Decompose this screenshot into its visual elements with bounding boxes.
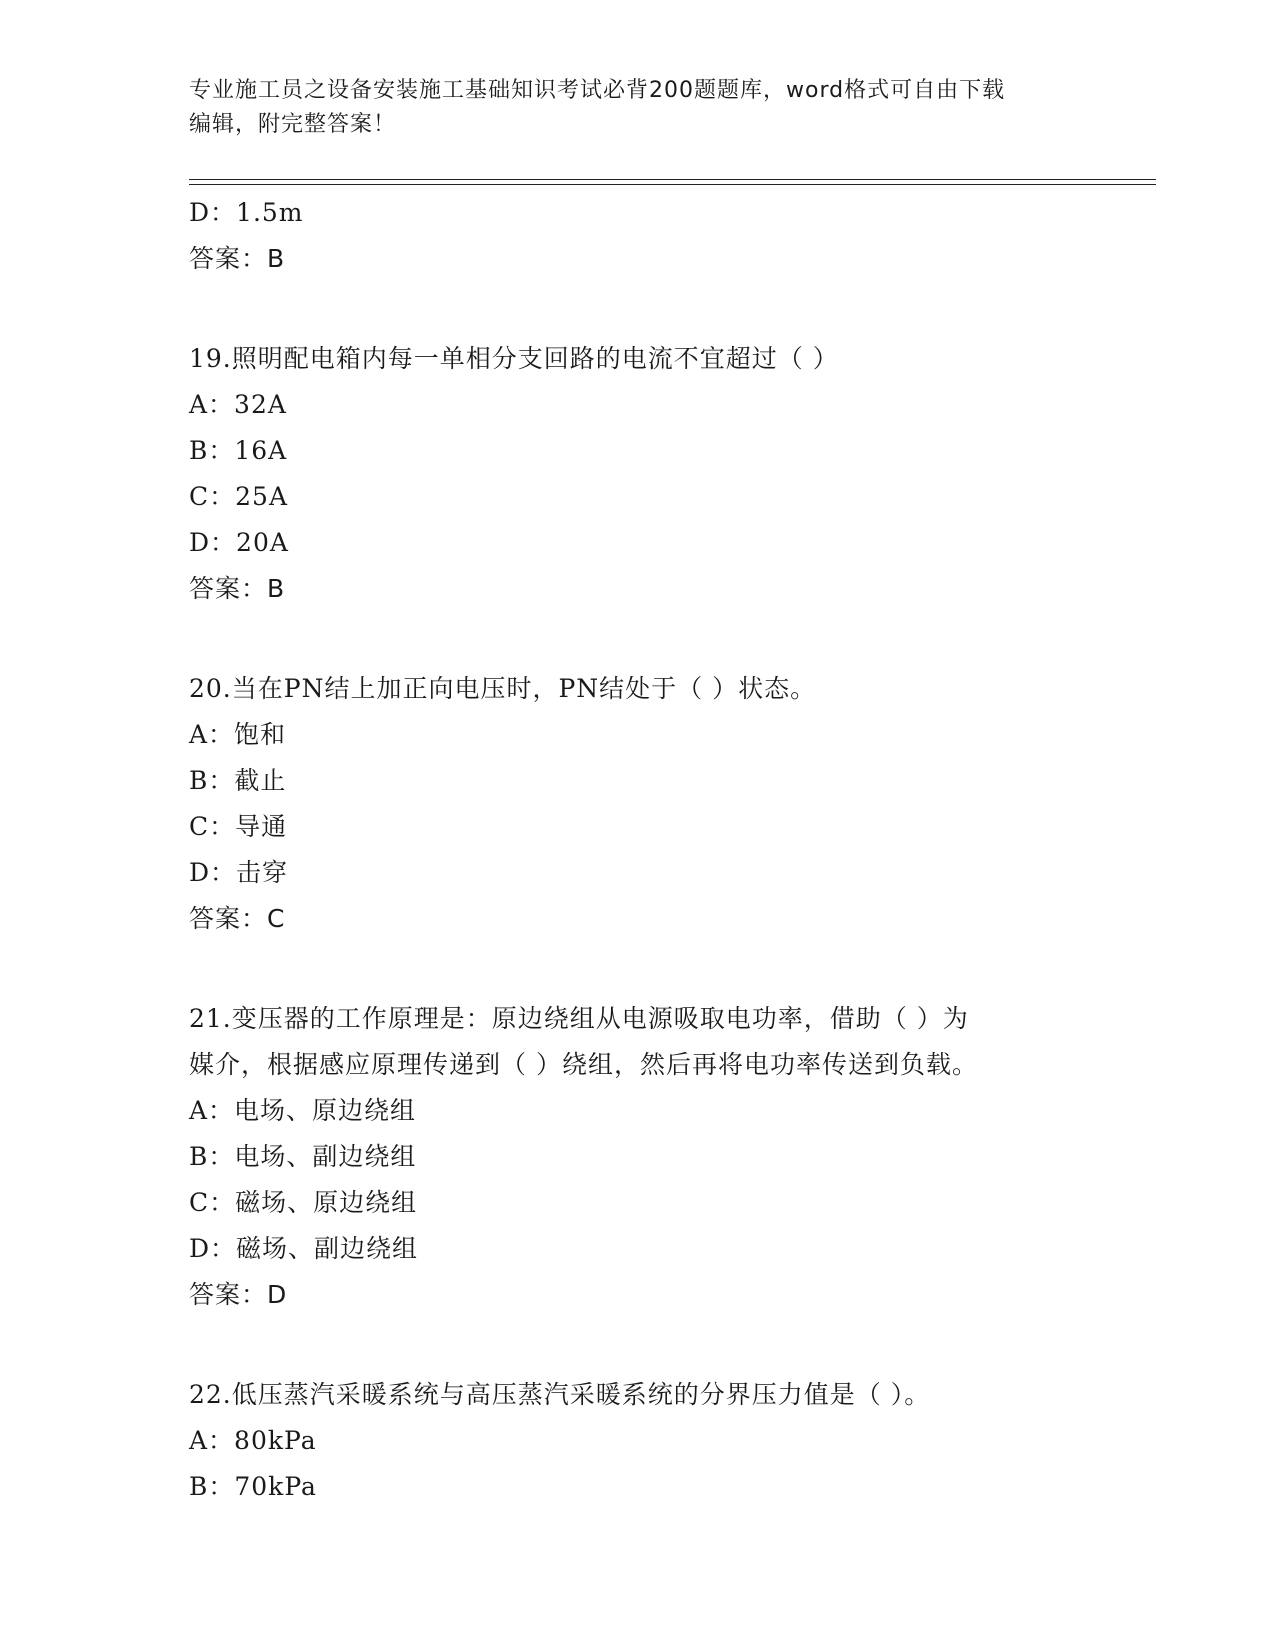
option-b: B：电场、副边绕组	[189, 1142, 417, 1171]
option-a: A：32A	[189, 390, 287, 419]
question-line: 21.变压器的工作原理是：原边绕组从电源吸取电功率，借助（ ）为	[189, 1004, 969, 1033]
option-a: A：饱和	[189, 720, 287, 749]
option-d: D：1.5m	[189, 198, 304, 227]
question-text	[189, 996, 1089, 1088]
question-text	[189, 1372, 1089, 1418]
option-a: A：80kPa	[189, 1426, 317, 1455]
option-d: D：20A	[189, 528, 289, 557]
option-a: A：电场、原边绕组	[189, 1096, 417, 1125]
option-c: C：25A	[189, 482, 288, 511]
answer: 答案：C	[189, 904, 286, 933]
answer: 答案：B	[189, 244, 286, 273]
option-d: D：磁场、副边绕组	[189, 1234, 419, 1263]
question-text	[189, 666, 1089, 712]
header-divider-top	[189, 179, 1156, 180]
option-d: D：击穿	[189, 858, 289, 887]
question-21	[189, 996, 1089, 1318]
document-header	[189, 74, 1079, 142]
question-line: 22.低压蒸汽采暖系统与高压蒸汽采暖系统的分界压力值是（ ）。	[189, 1380, 931, 1409]
option-b: B：截止	[189, 766, 287, 795]
question-line: 媒介，根据感应原理传递到（ ）绕组，然后再将电功率传送到负载。	[189, 1050, 978, 1079]
option-c: C：磁场、原边绕组	[189, 1188, 418, 1217]
question-20	[189, 666, 1089, 942]
question-list	[189, 190, 1089, 1510]
question-line: 20.当在PN结上加正向电压时，PN结处于（ ）状态。	[189, 674, 817, 703]
option-b: B：70kPa	[189, 1472, 317, 1501]
question-19	[189, 336, 1089, 612]
option-b: B：16A	[189, 436, 288, 465]
answer: 答案：D	[189, 1280, 288, 1309]
header-divider-bottom	[189, 184, 1156, 185]
option-c: C：导通	[189, 812, 288, 841]
question-text	[189, 336, 1089, 382]
question-22	[189, 1372, 1089, 1510]
header-line-1: 专业施工员之设备安装施工基础知识考试必背200题题库，word格式可自由下载	[189, 78, 1006, 103]
question-line: 19.照明配电箱内每一单相分支回路的电流不宜超过（ ）	[189, 344, 839, 373]
header-line-2: 编辑，附完整答案！	[189, 112, 397, 137]
answer: 答案：B	[189, 574, 286, 603]
